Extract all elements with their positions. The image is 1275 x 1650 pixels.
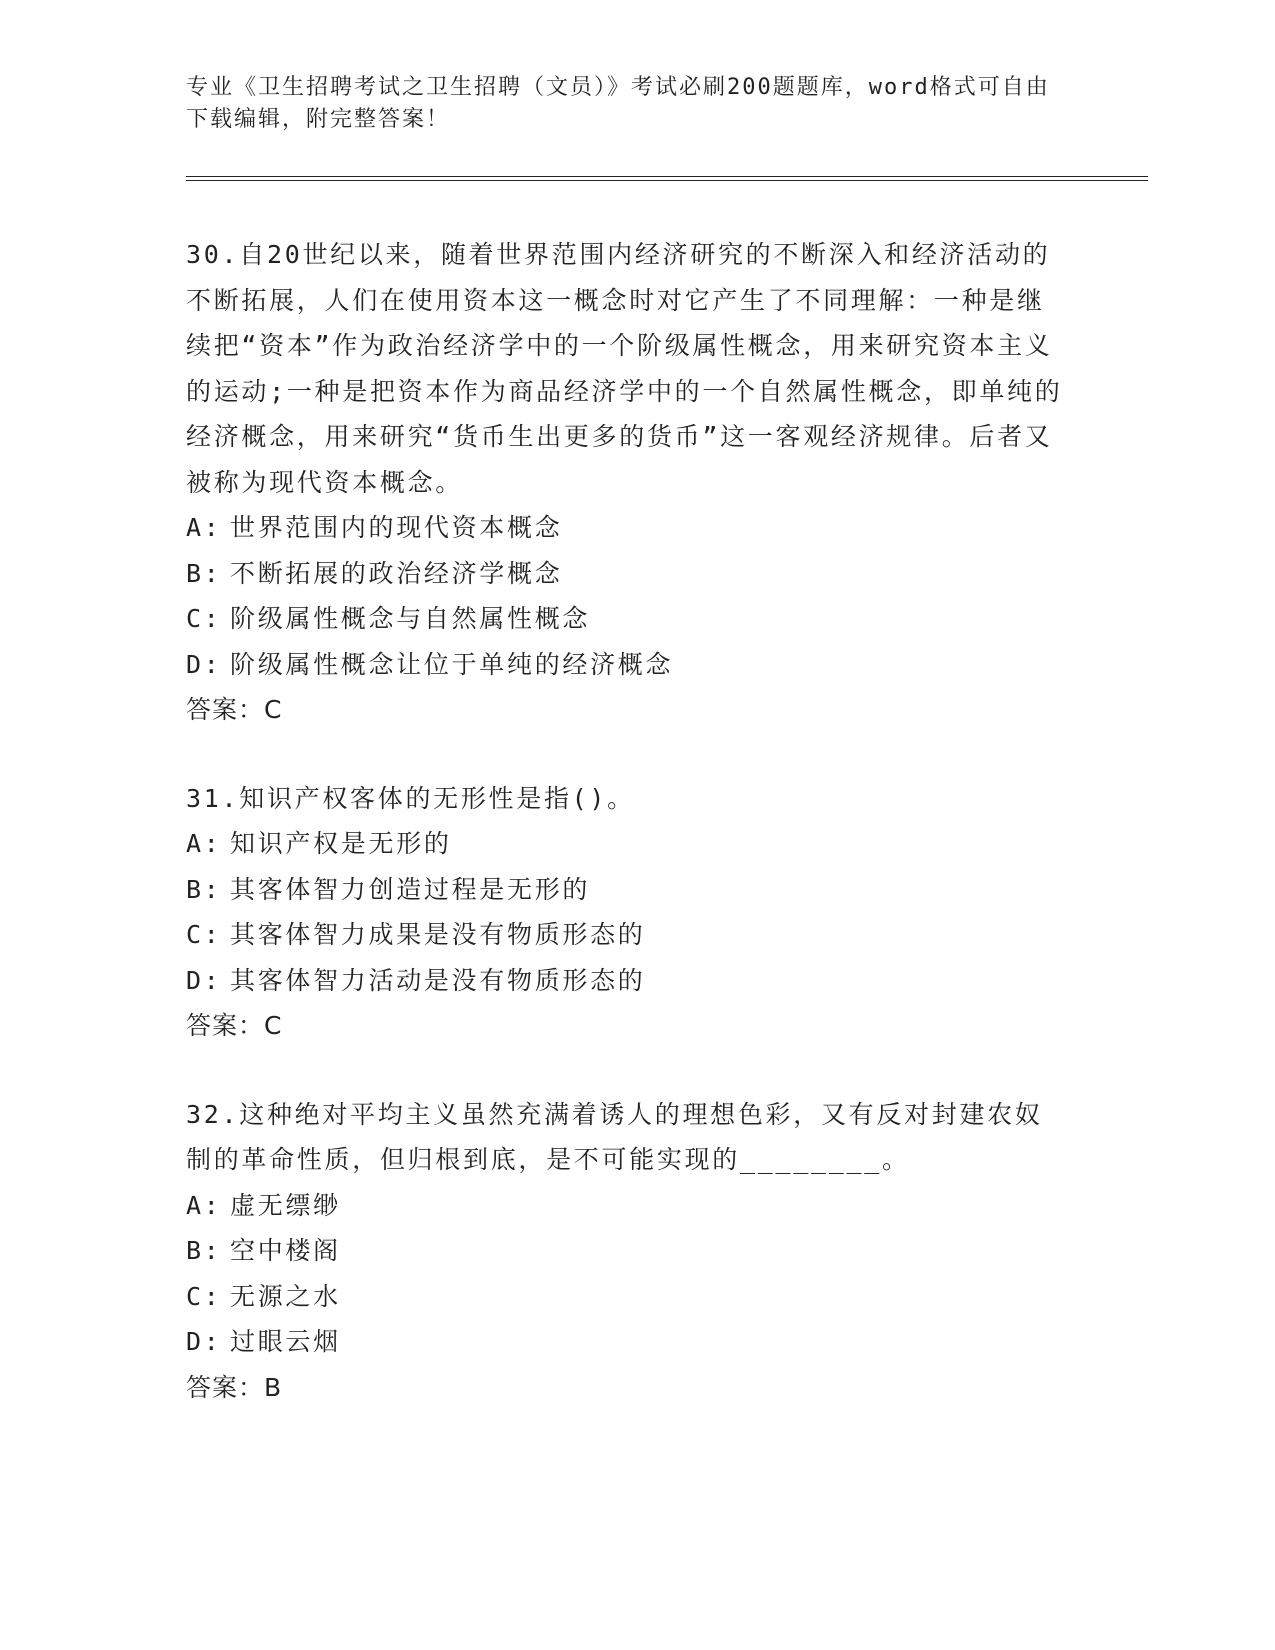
option-key: B: [186,1236,222,1265]
option-text: 知识产权是无形的 [230,829,452,858]
question-30 [186,232,1066,733]
option-text: 阶级属性概念让位于单纯的经济概念 [230,649,674,679]
option-a [186,1183,1066,1229]
option-d [186,1319,1066,1365]
option-key: D: [186,965,222,995]
option-d [186,958,1066,1004]
answer-line: 答案：C [186,695,283,724]
document-header: 专业《卫生招聘考试之卫生招聘（文员）》考试必刷200题题库，word格式可自由下载编辑，附完整答案！ [186,75,1050,132]
option-key: B: [186,558,222,588]
option-a [186,505,1066,551]
option-text: 空中楼阁 [230,1236,341,1265]
question-31 [186,776,1066,1049]
option-c [186,912,1066,958]
option-key: C: [186,1281,222,1311]
question-stem: 32.这种绝对平均主义虽然充满着诱人的理想色彩，又有反对封建农奴制的革命性质，但归根到底，是不可能实现的________。 [186,1099,1043,1174]
option-key: D: [186,1327,222,1356]
option-key: A: [186,1190,222,1220]
option-b [186,551,1066,597]
answer-line: 答案：B [186,1372,283,1402]
option-text: 其客体智力活动是没有物质形态的 [230,965,646,995]
option-text: 不断拓展的政治经济学概念 [230,558,563,588]
option-c [186,1274,1066,1320]
option-text: 其客体智力成果是没有物质形态的 [230,920,646,949]
question-list [186,232,1066,1453]
option-key: B: [186,874,222,904]
option-text: 其客体智力创造过程是无形的 [230,874,591,904]
option-key: C: [186,920,222,949]
option-c [186,596,1066,642]
option-key: D: [186,649,222,679]
option-text: 过眼云烟 [230,1327,341,1356]
question-stem: 31.知识产权客体的无形性是指()。 [186,783,635,813]
option-a [186,821,1066,867]
header-divider [186,176,1148,181]
option-text: 虚无缥缈 [230,1190,341,1220]
option-b [186,1228,1066,1274]
option-key: C: [186,604,222,633]
question-32 [186,1092,1066,1411]
option-key: A: [186,829,222,858]
option-key: A: [186,513,222,542]
option-b [186,867,1066,913]
question-stem: 30.自20世纪以来，随着世界范围内经济研究的不断深入和经济活动的不断拓展，人们在使用资本这一概念时对它产生了不同理解：一种是继续把“资本”作为政治经济学中的一个阶级属性概念，用来研究资本主义的运动;一种是把资本作为商品经济学中的一个自然属性概念，即单纯的经济概念，用来研究“货币生出更多的货币”这一客观经济规律。后者又被称为现代资本概念。 [186,240,1063,497]
option-d [186,642,1066,688]
option-text: 世界范围内的现代资本概念 [230,513,563,542]
option-text: 阶级属性概念与自然属性概念 [230,604,591,633]
answer-line: 答案：C [186,1011,283,1040]
option-text: 无源之水 [230,1281,341,1311]
